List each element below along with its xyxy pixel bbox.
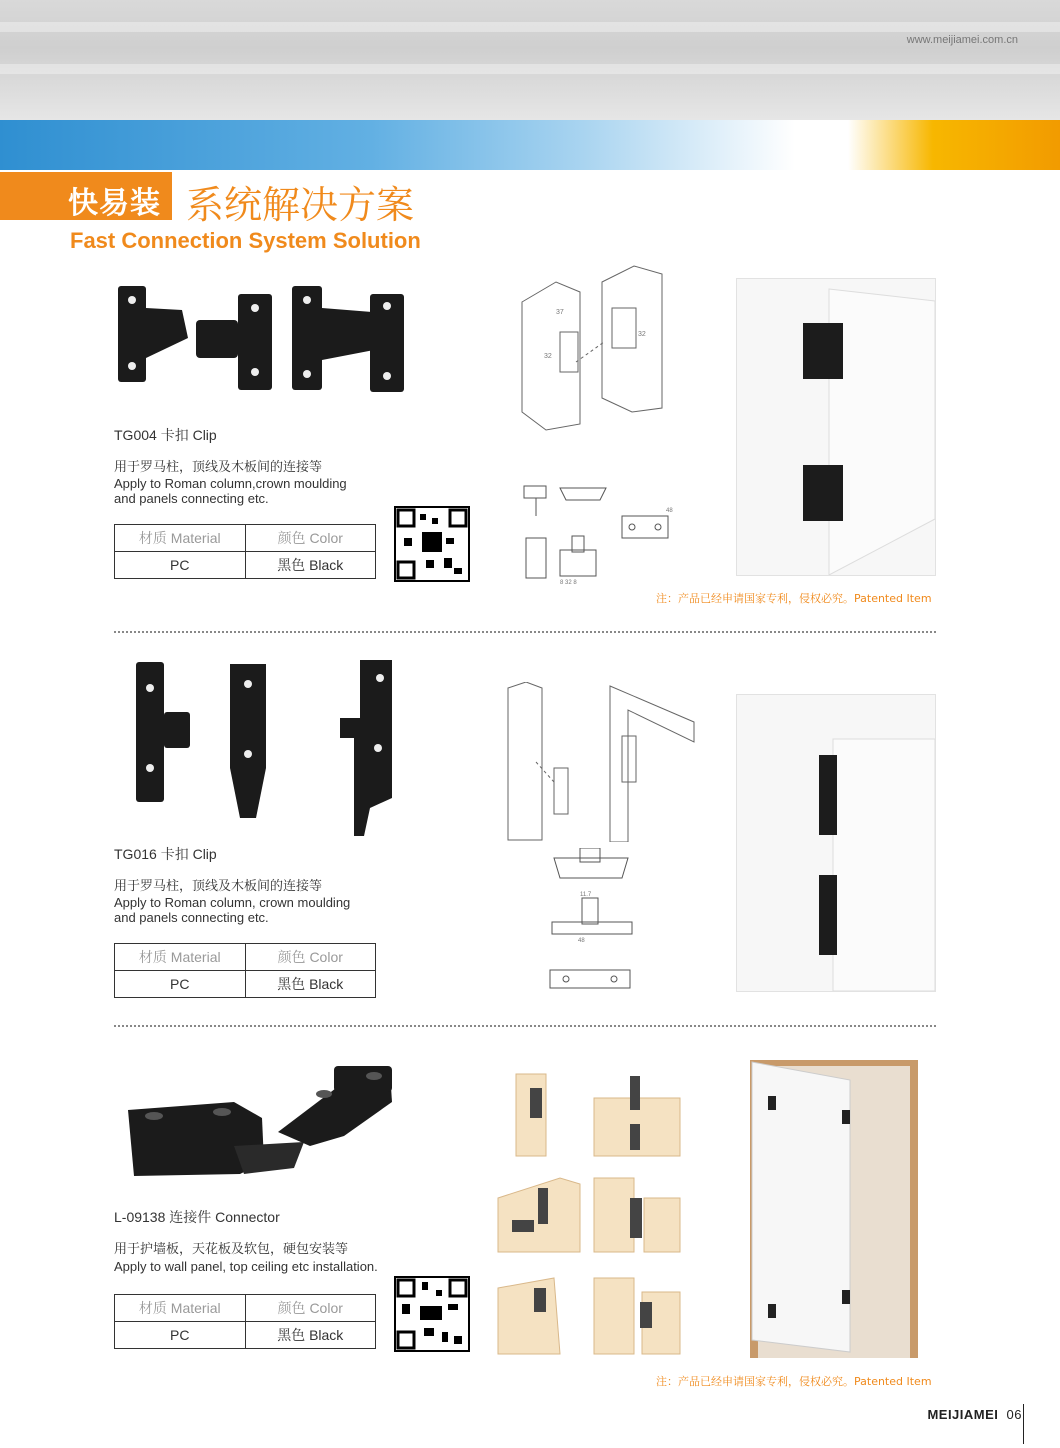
l09138-patent-note: 注：产品已经申请国家专利，侵权必究。Patented Item [656,1375,932,1388]
footer [927,1407,1022,1422]
l09138-install-steps [494,1068,686,1360]
tg016-name: TG016 卡扣 Clip [114,846,217,862]
spec-material: PC [115,971,246,998]
spec-material: PC [115,1322,246,1349]
svg-text:37: 37 [556,309,564,316]
tg004-dimension-drawing [516,470,686,588]
tg016-application-photo [736,694,936,992]
spec-header-material: 材质 Material [115,525,246,552]
l09138-desc-en-1: Apply to wall panel, top ceiling etc installation. [114,1259,378,1274]
footer-divider [1023,1404,1024,1444]
tg004-desc-cn: 用于罗马柱，顶线及木板间的连接等 [114,460,323,475]
tg016-dimension-drawing [542,848,652,994]
title-cn-main: 系统解决方案 [186,183,415,227]
l09138-application-photo [750,1060,918,1358]
svg-text:11.7: 11.7 [580,892,592,898]
tg004-desc-en-1: Apply to Roman column,crown moulding [114,476,347,491]
l09138-product-photo [124,1062,396,1190]
header-photo [0,0,1060,120]
title-en: Fast Connection System Solution [70,228,421,253]
tg016-install-drawing [506,682,696,842]
title-cn-brand: 快易装 [68,186,161,221]
spec-header-color: 颜色 Color [245,525,376,552]
footer-brand: MEIJIAMEI [927,1407,999,1422]
tg016-desc-cn: 用于罗马柱，顶线及木板间的连接等 [114,879,323,894]
l09138-desc-cn: 用于护墙板，天花板及软包，硬包安装等 [114,1242,349,1257]
spec-header-material: 材质 Material [115,944,246,971]
website-url: www.meijiamei.com.cn [906,34,1018,46]
tg016-product-photo [130,658,400,848]
svg-text:8 32 8: 8 32 8 [560,580,577,586]
page-number: 06 [1006,1407,1022,1422]
tg016-desc-en-2: and panels connecting etc. [114,910,269,925]
spec-color: 黑色 Black [245,971,376,998]
spec-color: 黑色 Black [245,1322,376,1349]
l09138-spec-table [114,1294,376,1349]
section-divider [114,1025,936,1027]
spec-header-material: 材质 Material [115,1295,246,1322]
l09138-name: L-09138 连接件 Connector [114,1209,280,1225]
svg-text:32: 32 [638,331,646,338]
spec-header-color: 颜色 Color [245,1295,376,1322]
spec-header-color: 颜色 Color [245,944,376,971]
tg004-qr-code [394,506,470,582]
l09138-qr-code [394,1276,470,1352]
svg-text:48: 48 [578,938,585,944]
tg004-application-photo [736,278,936,576]
tg004-install-drawing [516,262,696,432]
svg-text:32: 32 [544,353,552,360]
spec-material: PC [115,552,246,579]
spec-color: 黑色 Black [245,552,376,579]
tg004-desc-en-2: and panels connecting etc. [114,491,269,506]
header-color-band [0,120,1060,170]
tg016-spec-table [114,943,376,998]
tg004-spec-table [114,524,376,579]
tg004-name: TG004 卡扣 Clip [114,427,217,443]
tg004-product-photo [112,280,412,400]
tg004-patent-note: 注：产品已经申请国家专利，侵权必究。Patented Item [656,592,932,605]
tg016-desc-en-1: Apply to Roman column, crown moulding [114,895,351,910]
section-divider [114,631,936,633]
svg-text:48: 48 [666,508,673,514]
